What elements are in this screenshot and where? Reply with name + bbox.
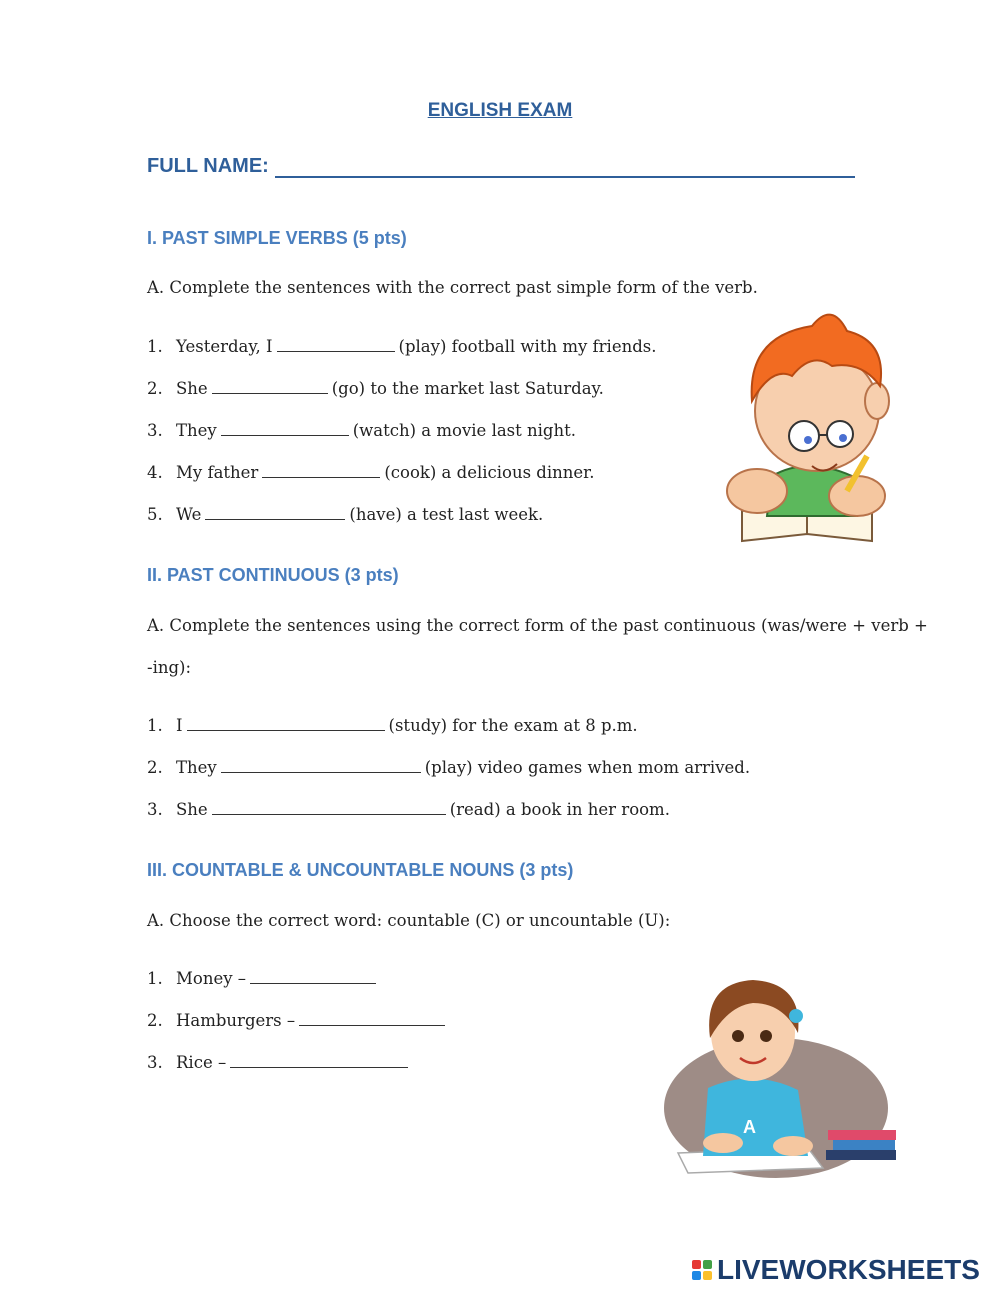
list-item: 1. Yesterday, I (play) football with my friends. [147, 337, 657, 356]
answer-blank[interactable] [205, 506, 345, 520]
logo-text: LIVEWORKSHEETS [717, 1254, 980, 1285]
answer-blank[interactable] [212, 380, 328, 394]
answer-blank[interactable] [262, 464, 380, 478]
section-2-instruction-line2: -ing): [147, 658, 192, 677]
list-item: 3. She (read) a book in her room. [147, 800, 670, 819]
liveworksheets-logo [692, 1254, 980, 1286]
page-title: ENGLISH EXAM [427, 100, 573, 121]
answer-blank[interactable] [221, 422, 349, 436]
list-item: 2. They (play) video games when mom arrived. [147, 758, 751, 777]
answer-blank[interactable] [299, 1012, 445, 1026]
section-1-heading: I. PAST SIMPLE VERBS (5 pts) [147, 228, 407, 248]
list-item: 2. She (go) to the market last Saturday. [147, 379, 604, 398]
logo-mark-icon [692, 1260, 712, 1280]
answer-blank[interactable] [250, 970, 376, 984]
list-item: 4. My father (cook) a delicious dinner. [147, 463, 595, 482]
boy-studying-illustration [722, 306, 892, 546]
list-item: 3. They (watch) a movie last night. [147, 421, 576, 440]
full-name-label: FULL NAME: [147, 155, 269, 177]
section-2-instruction-line1: A. Complete the sentences using the correct form of the past continuous (was/were + verb + [147, 616, 928, 635]
answer-blank[interactable] [221, 759, 421, 773]
full-name-field[interactable] [275, 158, 855, 178]
list-item: 1. Money – [147, 969, 380, 988]
girl-writing-illustration [658, 978, 903, 1178]
shirt-letter: A [743, 1117, 756, 1137]
answer-blank[interactable] [230, 1054, 408, 1068]
section-3-instruction: A. Choose the correct word: countable (C) or uncountable (U): [147, 911, 671, 930]
full-name-row [147, 155, 855, 178]
list-item: 1. I (study) for the exam at 8 p.m. [147, 716, 638, 735]
section-2-heading: II. PAST CONTINUOUS (3 pts) [147, 565, 399, 585]
answer-blank[interactable] [277, 338, 395, 352]
section-3-heading: III. COUNTABLE & UNCOUNTABLE NOUNS (3 pts) [147, 860, 574, 880]
answer-blank[interactable] [212, 801, 446, 815]
list-item: 5. We (have) a test last week. [147, 505, 544, 524]
answer-blank[interactable] [187, 717, 385, 731]
list-item: 3. Rice – [147, 1053, 412, 1072]
list-item: 2. Hamburgers – [147, 1011, 449, 1030]
section-1-instruction: A. Complete the sentences with the correct past simple form of the verb. [147, 278, 758, 297]
